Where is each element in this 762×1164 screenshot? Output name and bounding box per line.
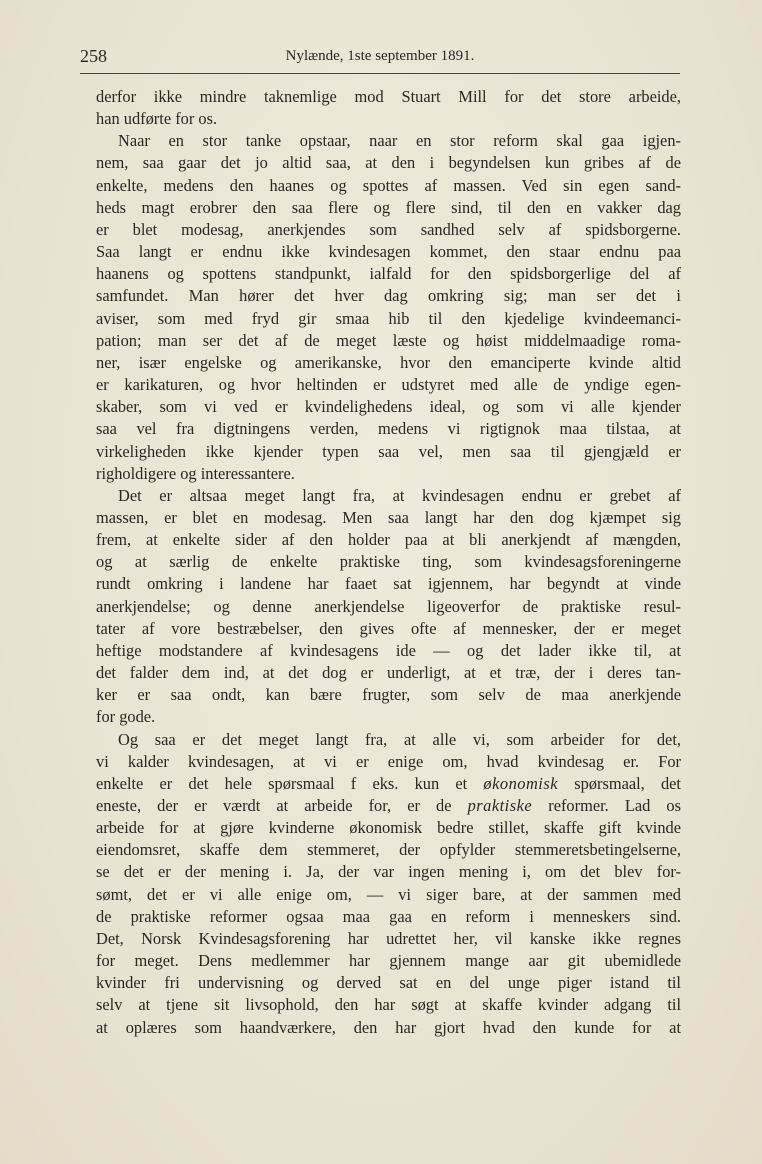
text-fragment: reformer. Lad os bbox=[548, 796, 681, 815]
text-line: rundt omkring i landene har faaet sat igjennem, har begyndt at vinde bbox=[96, 574, 681, 594]
text-line: haanens og spottens standpunkt, ialfald for den spidsborgerlige del af bbox=[96, 264, 681, 284]
text-line: eiendomsret, skaffe dem stemmeret, der opfylder stemmeretsbetingelserne, bbox=[96, 840, 681, 860]
text-line: Naar en stor tanke opstaar, naar en stor reform skal gaa igjen- bbox=[118, 131, 681, 151]
text-line: og at særlig de enkelte praktiske ting, som kvindesagsforeningerne bbox=[96, 552, 681, 572]
text-line: vi kalder kvindesagen, at vi er enige om, hvad kvindesag er. For bbox=[96, 751, 681, 771]
page-header bbox=[80, 46, 680, 72]
header-rule bbox=[80, 73, 680, 74]
text-line: han udførte for os. bbox=[96, 109, 218, 129]
text-fragment: eneste, der er værdt at arbeide for, er de bbox=[96, 796, 452, 815]
emphasis: praktiske bbox=[467, 796, 533, 815]
text-line: for gode. bbox=[96, 707, 156, 727]
text-fragment: enkelte er det hele spørsmaal f eks. kun et bbox=[96, 773, 468, 793]
text-line: virkeligheden ikke kjender typen saa vel, men saa til gjengjæld er bbox=[96, 441, 681, 461]
text-line: se det er der mening i. Ja, der var ingen mening i, om det blev for- bbox=[96, 862, 681, 882]
text-line: Det er altsaa meget langt fra, at kvindesagen endnu er grebet af bbox=[118, 485, 681, 505]
text-line: selv at tjene sit livsophold, den har søgt at skaffe kvinder adgang til bbox=[96, 995, 681, 1015]
paragraph bbox=[96, 130, 681, 485]
text-line: Og saa er det meget langt fra, at alle vi, som arbeider for det, bbox=[118, 729, 681, 749]
text-line: ker er saa ondt, kan bære frugter, som selv de maa anerkjende bbox=[96, 685, 681, 705]
text-line: nem, saa gaar det jo altid saa, at den i begyndelsen kun gribes af de bbox=[96, 153, 681, 173]
article-body bbox=[96, 86, 681, 1039]
text-line: det falder dem ind, at det dog er underligt, at et træ, der i deres tan- bbox=[96, 663, 681, 683]
text-line: enkelte, medens den haanes og spottes af massen. Ved sin egen sand- bbox=[96, 175, 681, 195]
text-line: samfundet. Man hører det hver dag omkring sig; man ser det i bbox=[96, 286, 681, 306]
text-line: er karikaturen, og hvor heltinden er udstyret med alle de yndige egen- bbox=[96, 375, 681, 395]
text-line: er blet modesag, anerkjendes som sandhed selv af spidsborgerne. bbox=[96, 219, 681, 239]
text-line: frem, at enkelte sider af den holder paa at bli anerkjendt af mængden, bbox=[96, 530, 681, 550]
paragraph bbox=[96, 485, 681, 729]
text-line: aviser, som med fryd gir smaa hib til den kjedelige kvindeemanci- bbox=[96, 308, 681, 328]
text-line: righoldigere og interessantere. bbox=[96, 463, 295, 483]
text-line bbox=[96, 795, 681, 817]
text-line: de praktiske reformer ogsaa maa gaa en reform i menneskers sind. bbox=[96, 906, 681, 926]
text-line: ner, især engelske og amerikanske, hvor den emanciperte kvinde altid bbox=[96, 352, 681, 372]
text-line: skaber, som vi ved er kvindelighedens ideal, og som vi alle kjender bbox=[96, 397, 681, 417]
text-line: Det, Norsk Kvindesagsforening har udrettet her, vil kanske ikke regnes bbox=[96, 928, 681, 948]
text-line: arbeide for at gjøre kvinderne økonomisk bedre stillet, skaffe gift kvinde bbox=[96, 818, 681, 838]
text-line: derfor ikke mindre taknemlige mod Stuart Mill for det store arbeide, bbox=[96, 87, 681, 106]
text-line: heftige modstandere af kvindesagens ide — og det lader ikke til, at bbox=[96, 640, 681, 660]
text-line: for meget. Dens medlemmer har gjennem mange aar git ubemidlede bbox=[96, 951, 681, 971]
text-line: sømt, det er vi alle enige om, — vi siger bare, at der sammen med bbox=[96, 884, 681, 904]
running-title: Nylænde, 1ste september 1891. bbox=[285, 48, 475, 64]
paragraph bbox=[96, 729, 681, 1039]
text-line: kvinder fri undervisning og derved sat en del unge piger istand til bbox=[96, 973, 681, 993]
text-line: at oplæres som haandværkere, den har gjort hvad den kunde for at bbox=[96, 1017, 681, 1037]
text-fragment: spørsmaal, det bbox=[574, 773, 681, 793]
text-line: massen, er blet en modesag. Men saa langt har den dog kjæmpet sig bbox=[96, 507, 681, 527]
emphasis: økonomisk bbox=[483, 773, 559, 793]
paragraph bbox=[96, 86, 681, 130]
text-line: pation; man ser det af de meget læste og høist middelmaadige roma- bbox=[96, 330, 681, 350]
text-line: tater af vore bestræbelser, den gives ofte af mennesker, der er meget bbox=[96, 618, 681, 638]
page-number: 258 bbox=[80, 46, 107, 66]
text-line: anerkjendelse; og denne anerkjendelse ligeoverfor de praktiske resul- bbox=[96, 596, 681, 616]
text-line: saa vel fra digtningens verden, medens vi rigtignok maa tilstaa, at bbox=[96, 419, 681, 439]
text-line: heds magt erobrer den saa flere og flere sind, til den en vakker dag bbox=[96, 197, 681, 217]
text-line: Saa langt er endnu ikke kvindesagen kommet, den staar endnu paa bbox=[96, 242, 681, 262]
text-line bbox=[96, 773, 681, 795]
